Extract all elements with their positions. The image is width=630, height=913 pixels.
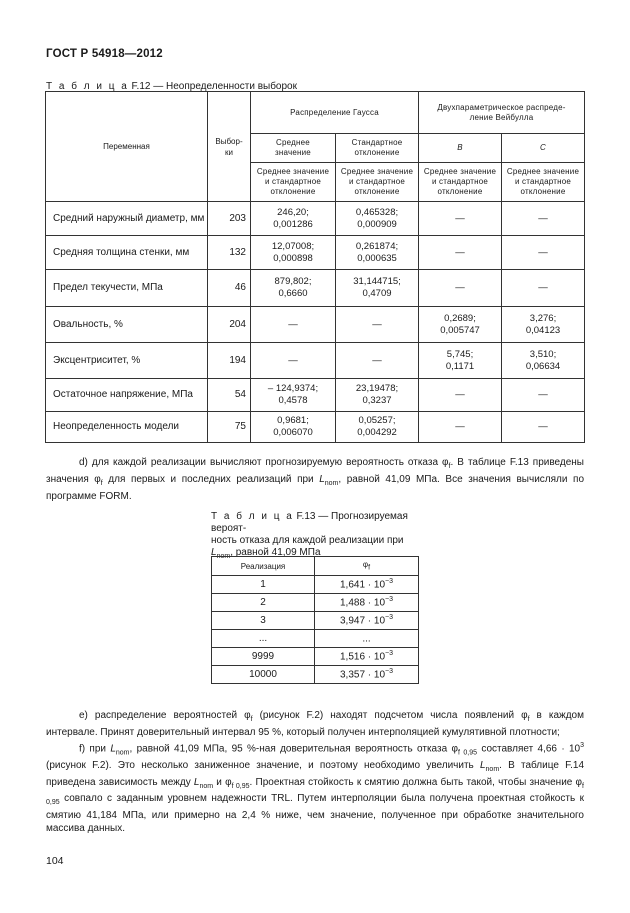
standard-header: ГОСТ Р 54918—2012 bbox=[46, 48, 163, 60]
subheader-mean-std: Среднее значение и стандартное отклонение bbox=[419, 163, 502, 202]
header-c: C bbox=[502, 134, 585, 163]
paragraph-f: f) при $L_{nom}$, равной 41,09 МПа, 95 %-ная доверительная вероятность отказа $\varphi_{f 0,95}$ составляет $4,66 \cdot 10^3$ (рисунок F.2). Это несколько заниженное значение, и поэтому необходимо увеличить $L_{nom}$. В таблице F.14 приведена зависимость между $L_{nom}$ и $\varphi_{f 0,95}$. Проектная стойкость к смятию должна быть такой, чтобы значение $\varphi_{f 0,95}$ совпало с заданным уровнем надежности TRL. Путем интерполяции была получена проектная стойкость к смятию 41,184 МПа, или примерно на 2,4 % ниже, чем значение, полученное при обработке значительного массива данных. bbox=[46, 741, 585, 834]
table-row: Неопределенность модели 75 0,9681; 0,006070 0,05257; 0,004292 — — bbox=[46, 412, 585, 443]
subheader-mean-std: Среднее значение и стандартное отклонение bbox=[502, 163, 585, 202]
paragraph-e-f bbox=[46, 710, 584, 836]
table-f12-caption: Т а б л и ц а F.12 — Неопределенности выборок bbox=[46, 81, 297, 92]
header-weibull: Двухпараметрическое распреде- ление Вейбулла bbox=[419, 92, 585, 134]
table-row: Средний наружный диаметр, мм 203 246,20; 0,001286 0,465328; 0,000909 — — bbox=[46, 202, 585, 236]
paragraph-d: d) для каждой реализации вычисляют прогнозируемую вероятность отказа $\varphi_f$. В таблице F.13 приведены значения $\varphi_f$ для первых и последних реализаций при $L_{nom}$, равной 41,09 МПа. Все значения вычисляли по программе FORM. bbox=[46, 457, 584, 502]
table-row: 1 $1,641 \cdot 10^{-3}$ bbox=[212, 576, 419, 594]
table-row: 9999 $1,516 \cdot 10^{-3}$ bbox=[212, 648, 419, 666]
table-row: Овальность, % 204 — — 0,2689; 0,005747 3,276; 0,04123 bbox=[46, 307, 585, 343]
header-samples: Выбор- ки bbox=[208, 92, 251, 202]
header-mean: Среднее значение bbox=[251, 134, 336, 163]
header-variable: Переменная bbox=[46, 92, 208, 202]
page-number: 104 bbox=[46, 855, 64, 867]
table-f13 bbox=[211, 556, 419, 684]
header-phi: $\varphi_f$ bbox=[315, 557, 419, 576]
table-row: 3 $3,947 \cdot 10^{-3}$ bbox=[212, 612, 419, 630]
table-f12 bbox=[45, 91, 585, 443]
header-std: Стандартное отклонение bbox=[336, 134, 419, 163]
table-row: Остаточное напряжение, МПа 54 – 124,9374; 0,4578 23,19478; 0,3237 — — bbox=[46, 379, 585, 412]
table-row: 10000 $3,357 \cdot 10^{-3}$ bbox=[212, 666, 419, 684]
subheader-mean-std: Среднее значение и стандартное отклонение bbox=[336, 163, 419, 202]
header-b: B bbox=[419, 134, 502, 163]
paragraph-e: e) распределение вероятностей $\varphi_f$ (рисунок F.2) находят подсчетом числа появлений $\varphi_f$ в каждом интервале. Принят доверительный интервал 95 %, который получен интерполяцией кумулятивной плотности; bbox=[46, 710, 584, 738]
header-realization: Реализация bbox=[212, 557, 315, 576]
subheader-mean-std: Среднее значение и стандартное отклонение bbox=[251, 163, 336, 202]
table-row: Эксцентриситет, % 194 — — 5,745; 0,1171 3,510; 0,06634 bbox=[46, 343, 585, 379]
table-row: Предел текучести, МПа 46 879,802; 0,6660 31,144715; 0,4709 — — bbox=[46, 270, 585, 307]
header-gauss: Распределение Гаусса bbox=[251, 92, 419, 134]
table-f13-caption: Т а б л и ц а F.13 — Прогнозируемая вероят- ность отказа для каждой реализации при $L_{nom}$, равной 41,09 МПа bbox=[211, 511, 408, 560]
table-row: Средняя толщина стенки, мм 132 12,07008; 0,000898 0,261874; 0,000635 — — bbox=[46, 236, 585, 270]
table-row: 2 $1,488 \cdot 10^{-3}$ bbox=[212, 594, 419, 612]
table-row: ... ... bbox=[212, 630, 419, 648]
